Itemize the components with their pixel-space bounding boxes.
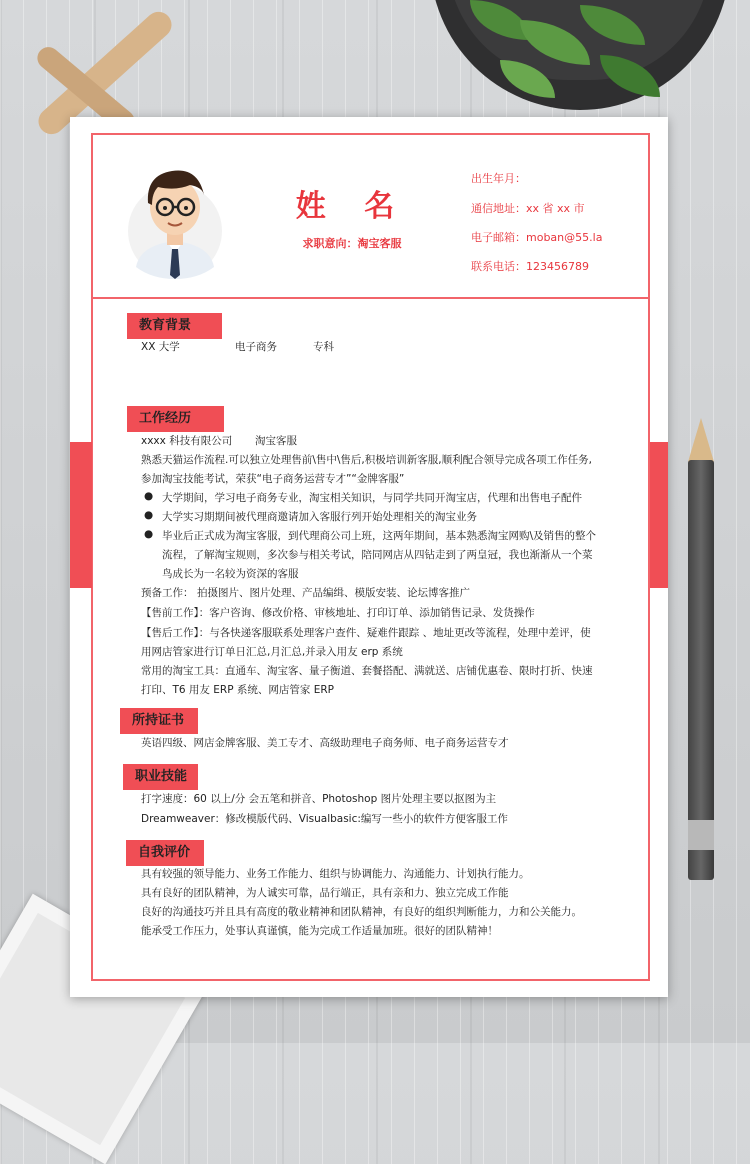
section-title-work: 工作经历 xyxy=(127,406,224,432)
section-title-certs: 所持证书 xyxy=(120,708,198,734)
work-bullet: 大学实习期期间被代理商邀请加入客服行列开始处理相关的淘宝业务 xyxy=(162,511,477,523)
work-line: 熟悉天猫运作流程.可以独立处理售前\售中\售后,积极培训新客服,顺利配合领导完成各项工作任务, xyxy=(141,454,592,466)
section-title-skills: 职业技能 xyxy=(123,764,198,790)
work-line: 【售后工作】：与各快递客服联系处理客户查件、疑难件跟踪 、地址更改等流程，处理中差评，使 xyxy=(141,627,591,639)
resume-paper xyxy=(70,117,668,997)
work-bullet-cont: 流程，了解淘宝规则，多次参与相关考试，陪同网店从四钻走到了两皇冠，我也渐渐从一个菜 xyxy=(162,549,593,561)
work-bullet-cont: 鸟成长为一名较为资深的客服 xyxy=(162,568,299,580)
work-line: 【售前工作】：客户咨询、修改价格、审核地址、打印订单、添加销售记录、发货操作 xyxy=(141,607,535,619)
certs-line: 英语四级、网店金牌客服、美工专才、高级助理电子商务师、电子商务运营专才 xyxy=(141,737,509,749)
self-line: 能承受工作压力，处事认真谨慎，能为完成工作适量加班。很好的团队精神！ xyxy=(141,925,498,937)
section-title-education: 教育背景 xyxy=(127,313,222,339)
work-bullet: 大学期间，学习电子商务专业，淘宝相关知识，与同学共同开淘宝店，代理和出售电子配件 xyxy=(162,492,582,504)
education-major: 电子商务 xyxy=(235,341,277,353)
skills-line: Dreamweaver：修改模版代码、Visualbasic:编写一些小的软件方便客服工作 xyxy=(141,813,508,825)
education-school: XX 大学 xyxy=(141,341,180,353)
bullet-dot: ● xyxy=(144,509,154,521)
bullet-dot: ● xyxy=(144,490,154,502)
work-bullet: 毕业后正式成为淘宝客服，到代理商公司上班，这两年期间，基本熟悉淘宝网购\及销售的整个 xyxy=(162,530,597,542)
bullet-dot: ● xyxy=(144,528,154,540)
pencil-decoration xyxy=(688,460,714,880)
job-intent: 求职意向：淘宝客服 xyxy=(302,237,402,250)
work-line: 参加淘宝技能考试，荣获“电子商务运营专才”“金牌客服” xyxy=(141,473,405,485)
contact-email: 电子邮箱：moban@55.la xyxy=(471,231,603,244)
avatar xyxy=(128,157,222,279)
contact-phone: 联系电话：123456789 xyxy=(471,260,589,273)
contact-birth: 出生年月： xyxy=(471,172,526,185)
contact-address: 通信地址：xx 省 xx 市 xyxy=(471,202,585,215)
work-position: 淘宝客服 xyxy=(255,435,297,447)
work-company: xxxx 科技有限公司 xyxy=(141,435,233,447)
header-divider xyxy=(91,297,650,299)
right-accent-bar xyxy=(650,442,668,588)
work-line: 常用的淘宝工具：直通车、淘宝客、量子衡道、套餐搭配、满就送、店铺优惠卷、限时打折、快速 xyxy=(141,665,593,677)
pencil-tip-decoration xyxy=(688,418,714,462)
self-line: 具有良好的团队精神，为人诚实可靠，品行端正，具有亲和力、独立完成工作能 xyxy=(141,887,509,899)
prep-work-label: 预备工作： xyxy=(141,587,194,599)
left-accent-bar xyxy=(70,442,92,588)
work-line: 打印、T6 用友 ERP 系统、网店管家 ERP xyxy=(141,684,334,696)
prep-work-text: 拍摄图片、图片处理、产品编缉、模版安装、论坛博客推广 xyxy=(197,587,470,599)
skills-line: 打字速度：60 以上/分 会五笔和拼音、Photoshop 图片处理主要以抠图为主 xyxy=(141,793,497,805)
work-line: 用网店管家进行订单日汇总,月汇总,并录入用友 erp 系统 xyxy=(141,646,403,658)
self-line: 良好的沟通技巧并且具有高度的敬业精神和团队精神，有良好的组织判断能力，力和公关能力。 xyxy=(141,906,582,918)
pencil-band-decoration xyxy=(688,820,714,850)
education-degree: 专科 xyxy=(313,341,334,353)
self-line: 具有较强的领导能力、业务工作能力、组织与协调能力、沟通能力、计划执行能力。 xyxy=(141,868,530,880)
resume-name: 姓 名 xyxy=(295,189,409,224)
section-title-self: 自我评价 xyxy=(126,840,204,866)
